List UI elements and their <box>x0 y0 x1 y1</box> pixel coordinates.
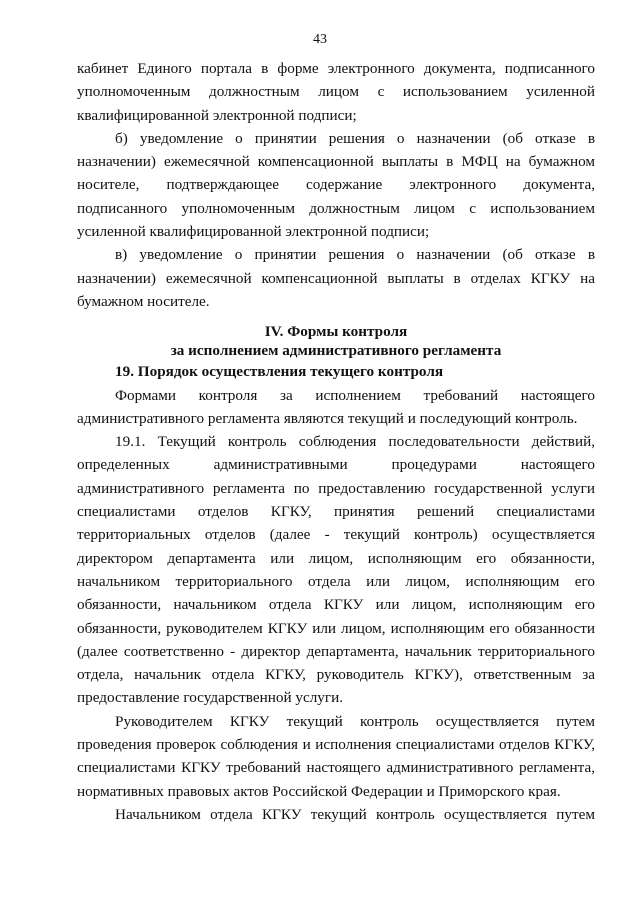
document-body <box>77 57 595 826</box>
paragraph-department-control: Начальником отдела КГКУ текущий контроль осуществляется путем <box>115 805 595 823</box>
page-number: 43 <box>313 32 327 47</box>
paragraph-head-control: Руководителем КГКУ текущий контроль осуществляется путем проведения проверок соблюдения и исполнения специалистами отделов КГКУ, специалистами КГКУ требований настоящего административного регламента, нормативных правовых актов Российской Федерации и Приморского края. <box>77 712 595 800</box>
section-title <box>77 322 595 360</box>
paragraph-item-b: б) уведомление о принятии решения о назначении (об отказе в назначении) ежемесячной компенсационной выплаты в МФЦ на бумажном носителе, подтверждающее содержание электронного документа, подписанного уполномоченным должностным лицом с использованием усиленной квалифицированной электронной подписи; <box>77 129 595 241</box>
subsection-title: 19. Порядок осуществления текущего контроля <box>115 363 444 381</box>
section-title-line-2: за исполнением административного регламента <box>170 342 502 360</box>
section-title-line-1: IV. Формы контроля <box>264 323 408 341</box>
paragraph-19-1: 19.1. Текущий контроль соблюдения последовательности действий, определенных административными процедурами настоящего административного регламента по предоставлению государственной услуги специалистами отделов КГКУ, принятия решений специалистами территориальных отделов (далее - текущий контроль) осуществляется директором департамента или лицом, исполняющим его обязанности, начальником территориального отдела или лицом, исполняющим его обязанности, начальником отдела КГКУ или лицом, исполняющим его обязанности, руководителем КГКУ или лицом, исполняющим его обязанности (далее соответственно - директор департамента, начальник территориального отдела, начальник отдела КГКУ, руководитель КГКУ), ответственным за предоставление государственной услуги. <box>77 433 595 707</box>
paragraph-control-forms: Формами контроля за исполнением требований настоящего административного регламента являются текущий и последующий контроль. <box>77 386 595 427</box>
paragraph-item-v: в) уведомление о принятии решения о назначении (об отказе в назначении) ежемесячной компенсационной выплаты в отделах КГКУ на бумажном носителе. <box>77 246 595 310</box>
paragraph-continuation: кабинет Единого портала в форме электронного документа, подписанного уполномоченным должностным лицом с использованием усиленной квалифицированной электронной подписи; <box>77 60 595 124</box>
